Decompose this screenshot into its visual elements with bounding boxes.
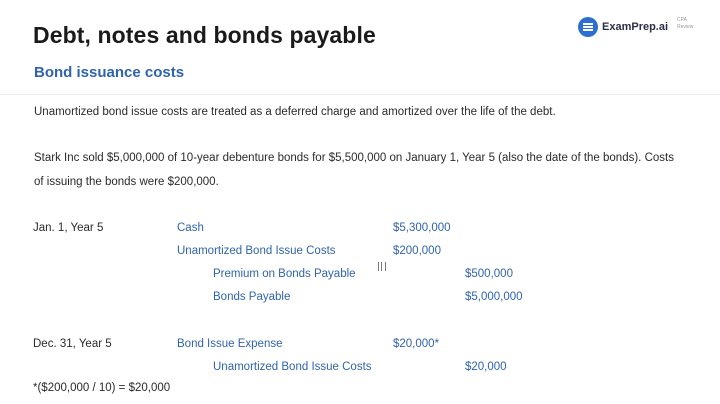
divider — [0, 94, 720, 95]
entry2-account-issue-costs: Unamortized Bond Issue Costs — [213, 361, 372, 373]
entry1-date: Jan. 1, Year 5 — [33, 222, 104, 234]
exam-prep-logo — [578, 16, 668, 38]
entry1-account-bonds-payable: Bonds Payable — [213, 291, 291, 303]
entry1-account-issue-costs: Unamortized Bond Issue Costs — [177, 245, 336, 257]
logo-badge: CPA Review — [677, 17, 694, 30]
exam-prep-logo-icon — [578, 17, 598, 37]
entry1-credit-premium: $500,000 — [465, 268, 513, 280]
entry1-debit-issue-costs: $200,000 — [393, 245, 441, 257]
footnote: *($200,000 / 10) = $20,000 — [33, 382, 171, 394]
entry1-credit-bonds-payable: $5,000,000 — [465, 291, 523, 303]
entry2-credit-issue-costs: $20,000 — [465, 361, 507, 373]
paragraph-definition: Unamortized bond issue costs are treated as a deferred charge and amortized over the life of the debt. — [34, 106, 556, 118]
text-cursor-icon — [378, 262, 386, 271]
logo-text: ExamPrep.ai — [602, 21, 669, 33]
section-subtitle: Bond issuance costs — [34, 64, 185, 81]
entry2-date: Dec. 31, Year 5 — [33, 338, 112, 350]
page-title: Debt, notes and bonds payable — [33, 22, 376, 48]
entry1-debit-cash: $5,300,000 — [393, 222, 451, 234]
entry2-account-expense: Bond Issue Expense — [177, 338, 283, 350]
paragraph-example: Stark Inc sold $5,000,000 of 10-year debenture bonds for $5,500,000 on January 1, Year 5 (also the date of the bonds). Costs of issuing the bonds were $200,000. — [34, 152, 674, 188]
entry1-account-cash: Cash — [177, 222, 204, 234]
entry2-debit-expense: $20,000* — [393, 338, 440, 350]
entry1-account-premium: Premium on Bonds Payable — [213, 268, 356, 280]
